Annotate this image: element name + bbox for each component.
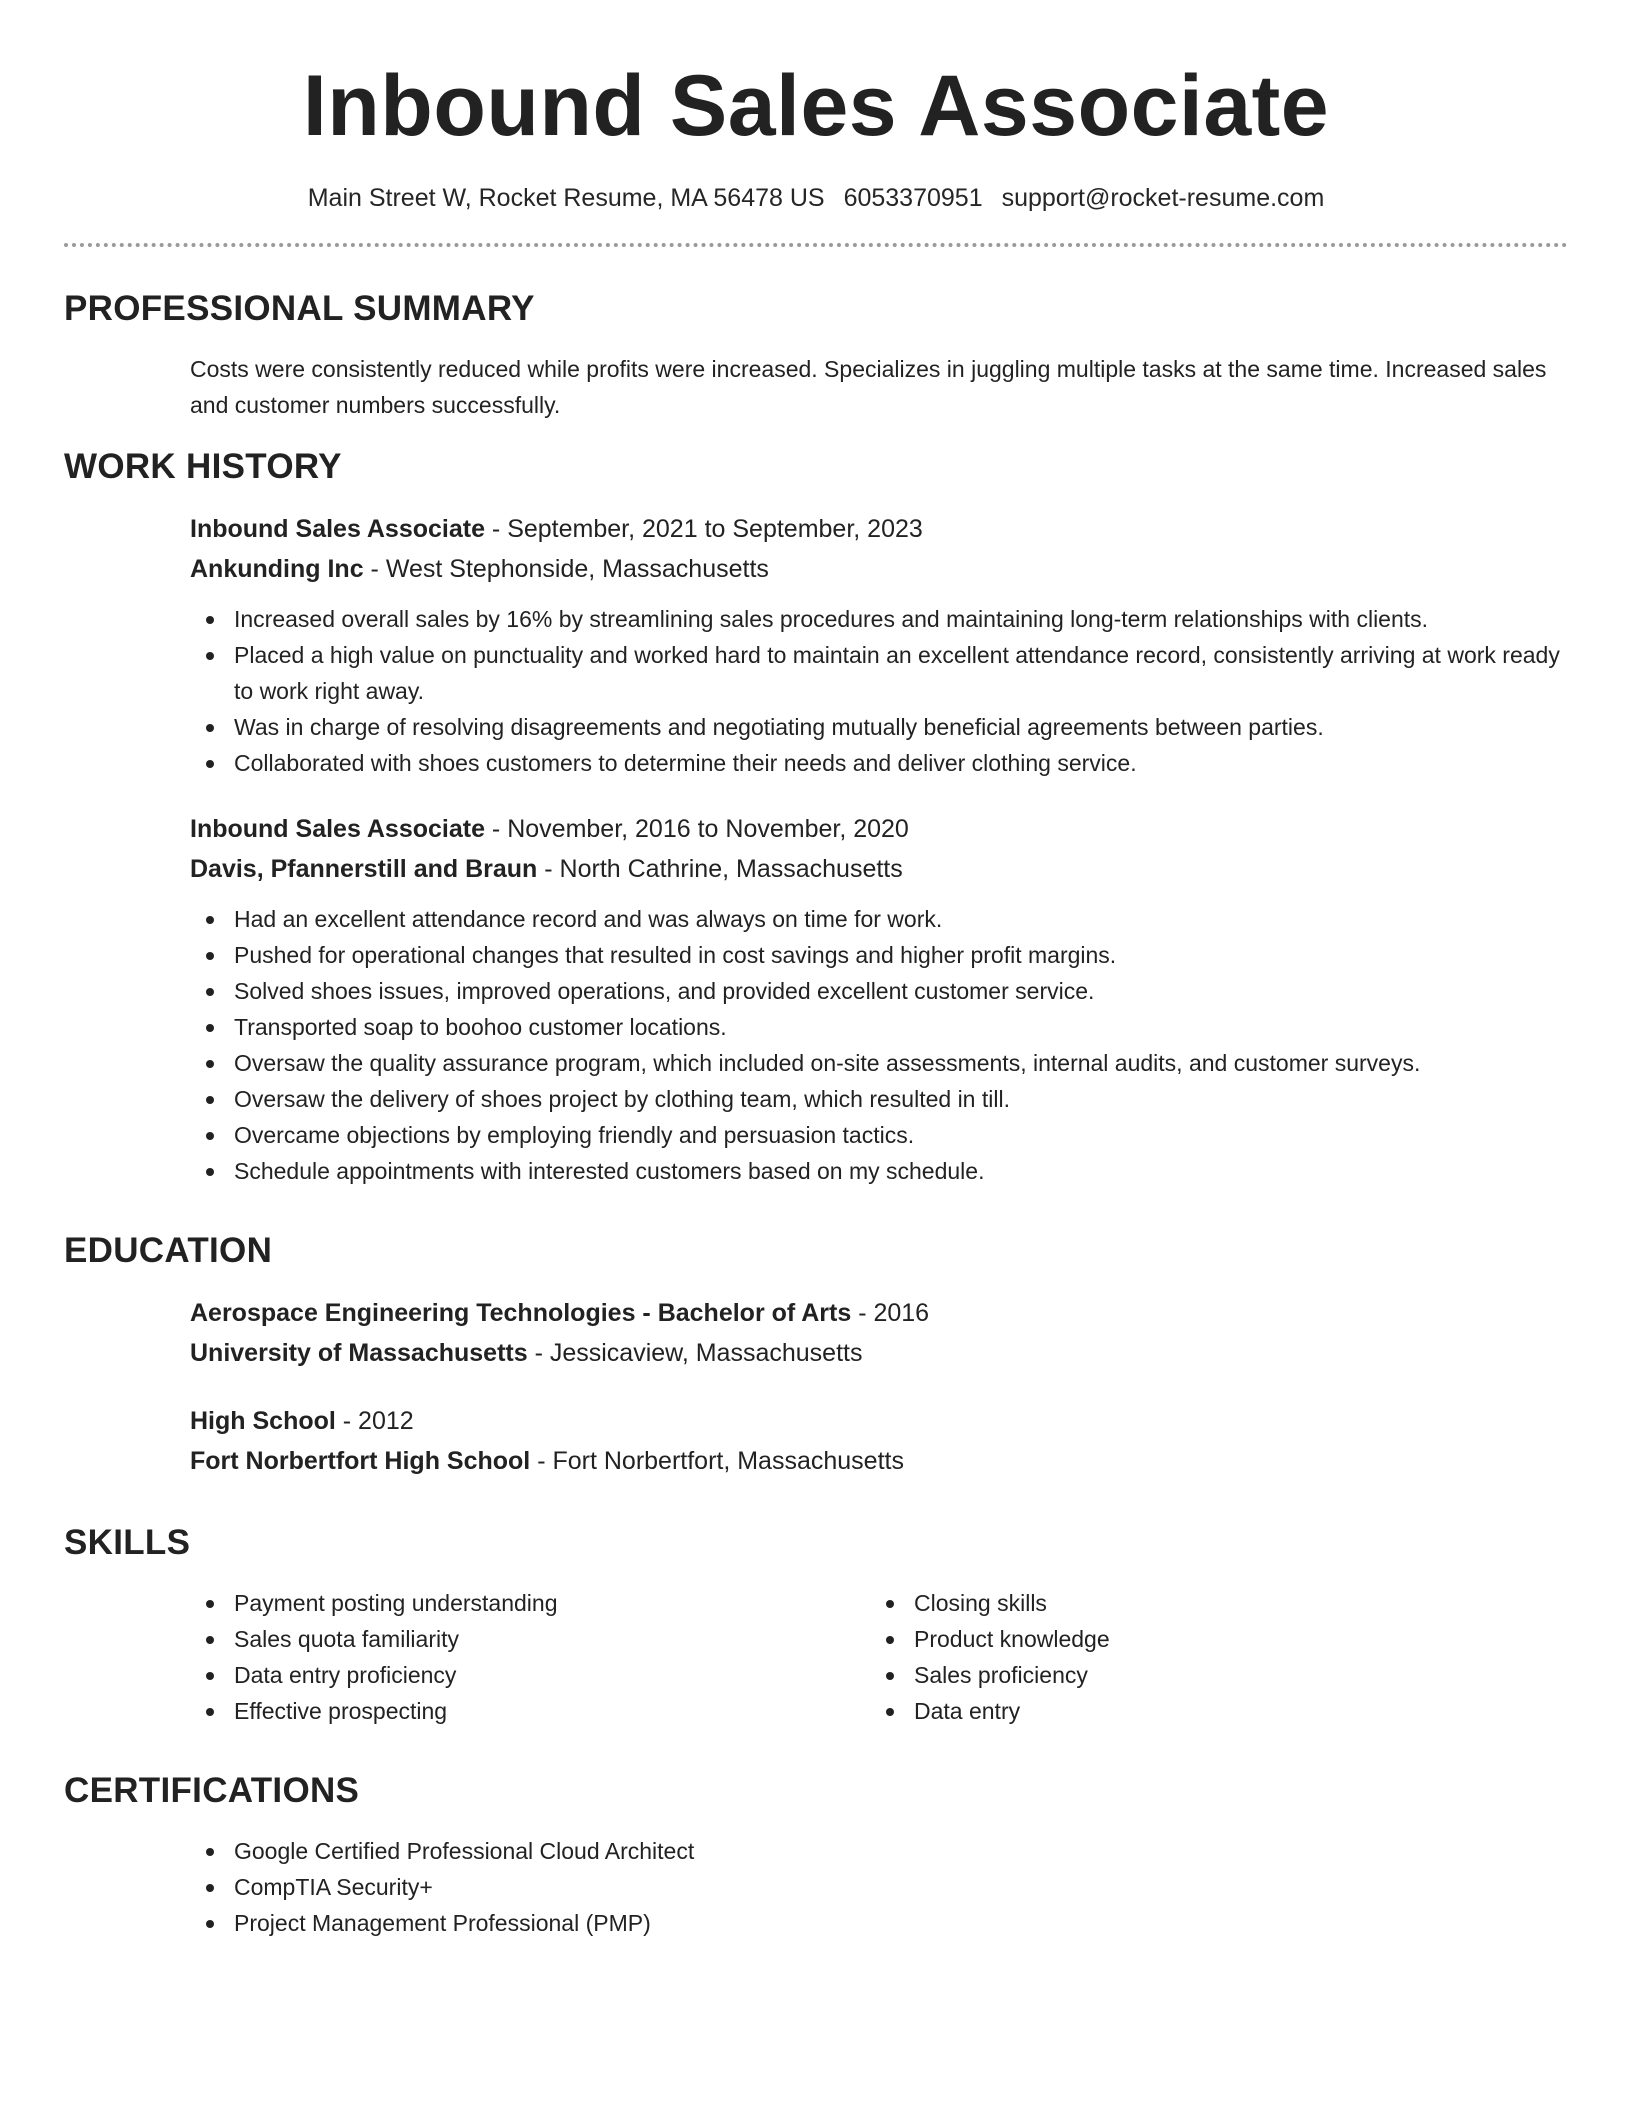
certifications-body xyxy=(190,1833,1568,1941)
job-title-line xyxy=(190,509,1568,549)
job-dates: - November, 2016 to November, 2020 xyxy=(484,815,909,843)
job-company-line xyxy=(190,549,1568,589)
job-company-line xyxy=(190,849,1568,889)
skills-section xyxy=(64,1521,1568,1729)
contact-phone: 6053370951 xyxy=(843,184,983,212)
education-year: - 2016 xyxy=(851,1299,930,1327)
education-school-line xyxy=(190,1333,1568,1373)
certifications-list xyxy=(190,1833,1568,1941)
skills-column-left xyxy=(190,1585,870,1729)
education-entry xyxy=(190,1293,1568,1373)
job-bullets xyxy=(190,901,1568,1189)
job-entry xyxy=(190,809,1568,1189)
list-item: Collaborated with shoes customers to determine their needs and deliver clothing service. xyxy=(190,745,1568,781)
job-bullets xyxy=(190,601,1568,781)
list-item: Closing skills xyxy=(870,1585,1550,1621)
section-title-certifications: CERTIFICATIONS xyxy=(64,1771,360,1810)
section-title-work-history: WORK HISTORY xyxy=(64,447,342,486)
skills-body xyxy=(190,1585,1568,1729)
list-item: Transported soap to boohoo customer locations. xyxy=(190,1009,1568,1045)
section-title-summary: PROFESSIONAL SUMMARY xyxy=(64,289,535,328)
education-year: - 2012 xyxy=(335,1407,414,1435)
job-company: Ankunding Inc xyxy=(190,555,364,583)
education-school: Fort Norbertfort High School xyxy=(190,1447,531,1475)
list-item: Effective prospecting xyxy=(190,1693,870,1729)
education-section xyxy=(64,1229,1568,1481)
list-item: Payment posting understanding xyxy=(190,1585,870,1621)
certifications-section xyxy=(64,1769,1568,1941)
work-history-section xyxy=(64,445,1568,1189)
candidate-name: Inbound Sales Associate xyxy=(302,58,1330,154)
contact-email: support@rocket-resume.com xyxy=(1001,184,1325,212)
job-dates: - September, 2021 to September, 2023 xyxy=(484,515,923,543)
education-location: - Jessicaview, Massachusetts xyxy=(527,1339,863,1367)
list-item: Product knowledge xyxy=(870,1621,1550,1657)
job-location: - West Stephonside, Massachusetts xyxy=(363,555,769,583)
job-title-line xyxy=(190,809,1568,849)
education-entry xyxy=(190,1401,1568,1481)
skills-column-right xyxy=(870,1585,1550,1729)
resume-header xyxy=(64,0,1568,247)
summary-section xyxy=(64,287,1568,423)
list-item: Data entry xyxy=(870,1693,1550,1729)
contact-address: Main Street W, Rocket Resume, MA 56478 US xyxy=(307,184,825,212)
list-item: CompTIA Security+ xyxy=(190,1869,1568,1905)
summary-body xyxy=(190,351,1568,423)
education-body xyxy=(190,1293,1568,1481)
list-item: Project Management Professional (PMP) xyxy=(190,1905,1568,1941)
summary-text: Costs were consistently reduced while profits were increased. Specializes in juggling multiple tasks at the same time. Increased sales and customer numbers successfully. xyxy=(190,356,1547,418)
list-item: Oversaw the quality assurance program, which included on-site assessments, internal audits, and customer surveys. xyxy=(190,1045,1568,1081)
list-item: Overcame objections by employing friendly and persuasion tactics. xyxy=(190,1117,1568,1153)
header-divider xyxy=(64,243,1568,247)
list-item: Was in charge of resolving disagreements and negotiating mutually beneficial agreements between parties. xyxy=(190,709,1568,745)
education-degree-line xyxy=(190,1401,1568,1441)
list-item: Schedule appointments with interested customers based on my schedule. xyxy=(190,1153,1568,1189)
job-location: - North Cathrine, Massachusetts xyxy=(537,855,903,883)
education-degree-line xyxy=(190,1293,1568,1333)
contact-line xyxy=(64,181,1568,215)
list-item: Oversaw the delivery of shoes project by clothing team, which resulted in till. xyxy=(190,1081,1568,1117)
job-role: Inbound Sales Associate xyxy=(190,515,485,543)
section-title-skills: SKILLS xyxy=(64,1523,191,1562)
section-title-education: EDUCATION xyxy=(64,1231,273,1270)
job-role: Inbound Sales Associate xyxy=(190,815,485,843)
job-company: Davis, Pfannerstill and Braun xyxy=(190,855,538,883)
job-entry xyxy=(190,509,1568,781)
list-item: Had an excellent attendance record and was always on time for work. xyxy=(190,901,1568,937)
work-history-body xyxy=(190,509,1568,1189)
list-item: Sales quota familiarity xyxy=(190,1621,870,1657)
list-item: Increased overall sales by 16% by streamlining sales procedures and maintaining long-term relationships with clients. xyxy=(190,601,1568,637)
list-item: Sales proficiency xyxy=(870,1657,1550,1693)
education-degree: High School xyxy=(190,1407,336,1435)
list-item: Data entry proficiency xyxy=(190,1657,870,1693)
education-school-line xyxy=(190,1441,1568,1481)
list-item: Google Certified Professional Cloud Architect xyxy=(190,1833,1568,1869)
list-item: Pushed for operational changes that resulted in cost savings and higher profit margins. xyxy=(190,937,1568,973)
list-item: Solved shoes issues, improved operations, and provided excellent customer service. xyxy=(190,973,1568,1009)
education-school: University of Massachusetts xyxy=(190,1339,528,1367)
education-degree: Aerospace Engineering Technologies - Bachelor of Arts xyxy=(190,1299,852,1327)
list-item: Placed a high value on punctuality and worked hard to maintain an excellent attendance record, consistently arriving at work ready to work right away. xyxy=(190,637,1568,709)
education-location: - Fort Norbertfort, Massachusetts xyxy=(530,1447,904,1475)
